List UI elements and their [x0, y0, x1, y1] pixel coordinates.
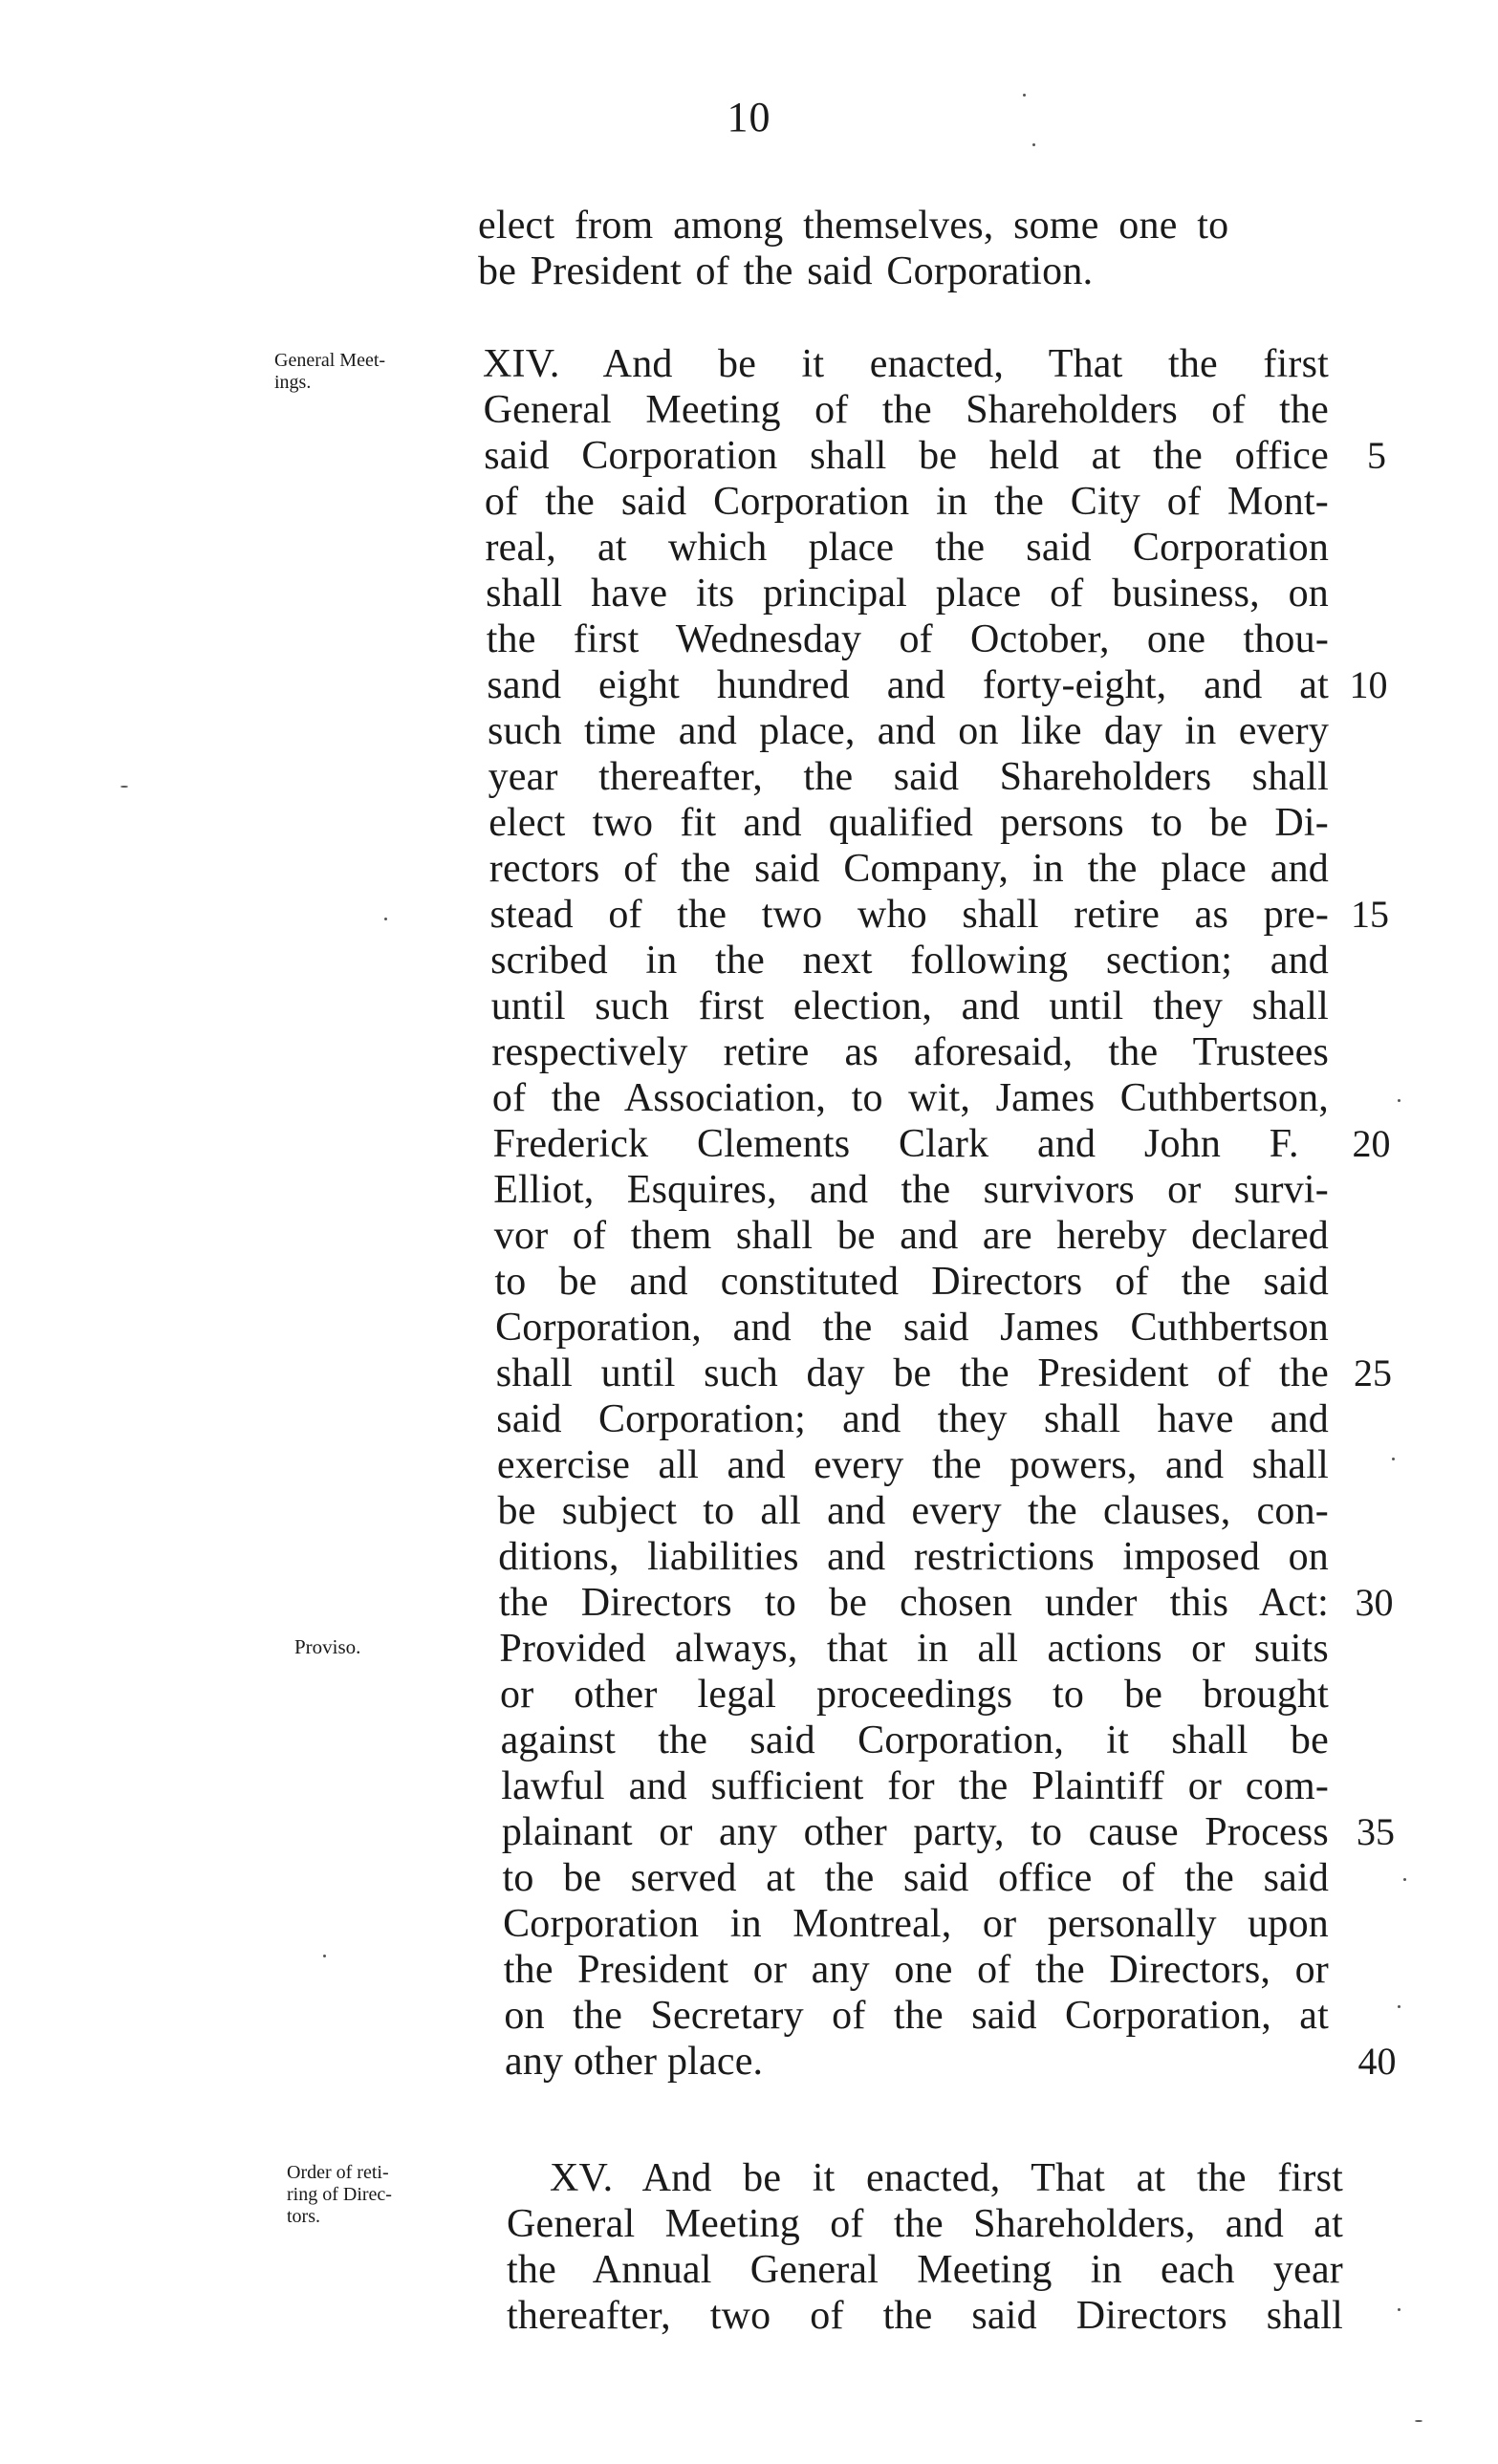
body-text-line: thereafter, two of the said Directors shall: [507, 2294, 1344, 2338]
body-text-line: the Annual General Meeting in each year: [507, 2248, 1343, 2292]
body-text-line: XIV. And be it enacted, That the first: [483, 342, 1329, 386]
body-text-line: year thereafter, the said Shareholders shall: [488, 755, 1330, 799]
body-text-line: of the said Corporation in the City of Mont-: [484, 480, 1329, 524]
body-text-line: respectively retire as aforesaid, the Trustees: [491, 1030, 1330, 1074]
paper-speck: [323, 1955, 326, 1957]
body-text-line: Elliot, Esquires, and the survivors or survi-: [493, 1168, 1329, 1212]
margin-note-proviso: Proviso.: [294, 1635, 361, 1658]
body-text-line: elect from among themselves, some one to: [478, 204, 1229, 248]
body-text-line: ditions, liabilities and restrictions imposed on: [498, 1535, 1329, 1579]
margin-note-order-of-retiring: Order of reti- ring of Direc- tors.: [287, 2162, 392, 2227]
body-text-line: exercise all and every the powers, and shall: [496, 1443, 1329, 1487]
body-text-line: XV. And be it enacted, That at the first: [550, 2156, 1343, 2200]
line-number: 30: [1355, 1581, 1394, 1624]
body-text-line: elect two fit and qualified persons to be Di-: [488, 801, 1329, 845]
paper-speck: [120, 786, 128, 788]
paper-speck: [1023, 94, 1026, 97]
body-text-line: the Directors to be chosen under this Act:: [498, 1581, 1329, 1625]
body-text-line: lawful and sufficient for the Plaintiff or com-: [501, 1764, 1329, 1808]
body-text-line: vor of them shall be and are hereby declared: [493, 1214, 1329, 1258]
line-number: 40: [1357, 2040, 1397, 2083]
body-text-line: General Meeting of the Shareholders, and at: [507, 2202, 1343, 2246]
paper-speck: [1398, 1099, 1400, 1102]
body-text-line: real, at which place the said Corporation: [485, 526, 1330, 570]
paper-speck: [1398, 2308, 1400, 2311]
paper-speck: [1032, 143, 1035, 146]
paper-speck: [384, 918, 387, 920]
paper-speck: [1392, 1458, 1395, 1460]
body-text-line: plainant or any other party, to cause Process: [501, 1810, 1329, 1854]
body-text-line: scribed in the next following section; and: [490, 939, 1330, 983]
body-text-line: be President of the said Corporation.: [478, 249, 1094, 293]
body-text-line: of the Association, to wit, James Cuthbertson,: [491, 1076, 1329, 1120]
line-number: 35: [1357, 1810, 1395, 1853]
line-number: 5: [1367, 434, 1386, 477]
paper-speck: [1398, 2005, 1400, 2008]
line-number: 10: [1349, 663, 1388, 706]
body-text-line: be subject to all and every the clauses, con-: [497, 1489, 1329, 1533]
body-text-line: said Corporation; and they shall have and: [496, 1397, 1329, 1441]
body-text-line: Corporation in Montreal, or personally upon: [503, 1902, 1329, 1946]
body-text-line: Frederick Clements Clark and John F.: [492, 1122, 1299, 1166]
line-number: 15: [1351, 893, 1389, 936]
body-text-line: Corporation, and the said James Cuthbertson: [495, 1306, 1329, 1350]
body-text-line: to be served at the said office of the said: [502, 1856, 1330, 1900]
body-text-line: until such first election, and until they shall: [490, 984, 1329, 1028]
margin-note-general-meetings: General Meet- ings.: [274, 350, 386, 393]
body-text-line: against the said Corporation, it shall be: [500, 1718, 1329, 1762]
body-text-line: shall until such day be the President of the: [495, 1351, 1329, 1395]
body-text-line: General Meeting of the Shareholders of the: [483, 388, 1329, 432]
line-number: 20: [1352, 1122, 1391, 1165]
body-text-line: Provided always, that in all actions or suits: [499, 1627, 1329, 1671]
body-text-line: such time and place, and on like day in every: [488, 709, 1330, 753]
body-text-line: said Corporation shall be held at the office: [484, 434, 1329, 478]
page-number: 10: [727, 94, 771, 140]
body-text-line: the first Wednesday of October, one thou-: [486, 617, 1330, 661]
body-text-line: any other place.: [505, 2040, 764, 2084]
body-text-line: on the Secretary of the said Corporation, at: [504, 1994, 1329, 2038]
body-text-line: shall have its principal place of business, on: [486, 572, 1329, 616]
paper-speck: [1415, 2420, 1422, 2422]
body-text-line: the President or any one of the Directors, or: [503, 1948, 1329, 1992]
line-number: 25: [1354, 1351, 1392, 1394]
body-text-line: rectors of the said Company, in the place and: [488, 847, 1329, 891]
body-text-line: to be and constituted Directors of the said: [494, 1260, 1329, 1304]
body-text-line: stead of the two who shall retire as pre-: [489, 893, 1330, 937]
body-text-line: sand eight hundred and forty-eight, and at: [487, 663, 1329, 707]
body-text-line: or other legal proceedings to be brought: [500, 1673, 1329, 1717]
paper-speck: [1403, 1878, 1406, 1881]
